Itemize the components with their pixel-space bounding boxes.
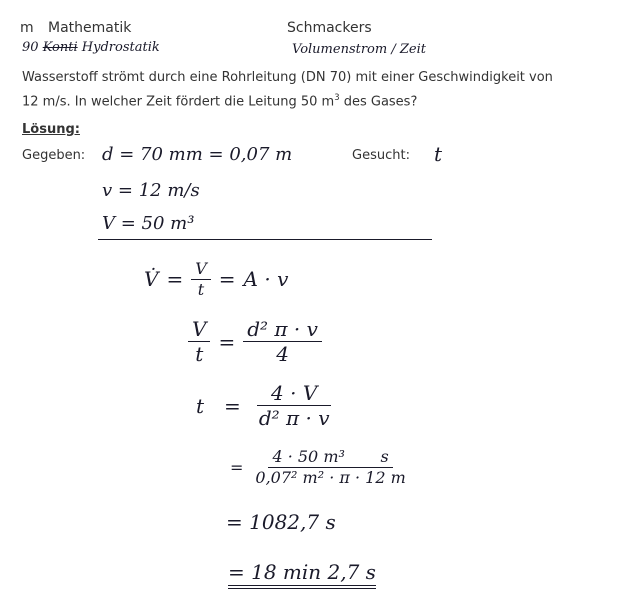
section-struck: Konti [42, 40, 78, 55]
equation-5: = 1082,7 s [226, 510, 336, 534]
sought-label: Gesucht: [352, 148, 410, 163]
task-line-2: 12 m/s. In welcher Zeit fördert die Leitung 50 $m^3$ des Gases? [22, 92, 418, 110]
equation-6-result: = 18 min 2,7 s [228, 560, 376, 584]
publisher-label: Schmackers [287, 20, 372, 36]
equation-4: = $\frac{\text{4 · 50 m³ s}}{\text{0,07² m² · π · 12 m}}$ [230, 447, 406, 487]
equation-1: V̇ = $\frac{V}{t}$ = A · v [144, 259, 289, 299]
equation-3: t = $\frac{4 \cdot V}{\text{d² π · v}}$ [196, 381, 330, 430]
sought-var: t [434, 142, 443, 166]
topic-label: Volumenstrom / Zeit [292, 42, 426, 57]
solution-heading: Lösung: [22, 122, 80, 137]
header-icon: m [20, 20, 34, 36]
task-line-1: Wasserstoff strömt durch eine Rohrleitung (DN 70) mit einer Geschwindigkeit von [22, 70, 553, 85]
given-d: d = 70 mm = 0,07 m [102, 144, 293, 165]
subject-label: Mathematik [48, 20, 132, 36]
given-V: V = 50 m³ [102, 213, 195, 234]
given-label: Gegeben: [22, 148, 86, 163]
section-number: 90 [22, 40, 39, 55]
given-v: v = 12 m/s [102, 180, 200, 201]
equation-2: $\frac{V}{t}$ = $\frac{\text{d² π · v}}{4}$ [188, 318, 322, 365]
section-line [22, 40, 160, 55]
separator-line [98, 239, 432, 240]
section-topic: Hydrostatik [81, 40, 160, 55]
